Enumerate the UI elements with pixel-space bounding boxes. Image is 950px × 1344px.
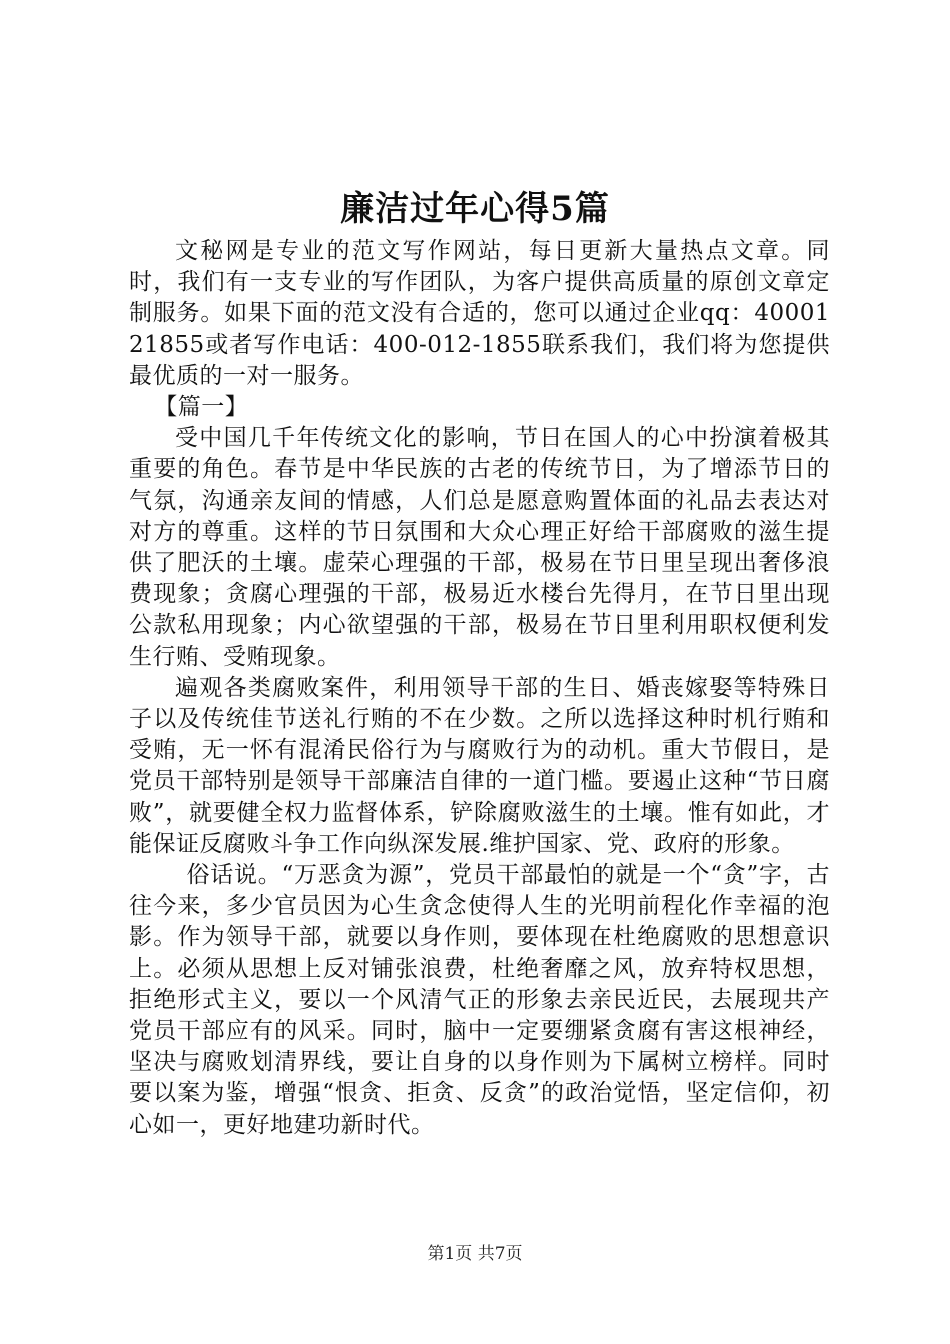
- page-number-footer: 第1页 共7页: [427, 1244, 523, 1264]
- body-paragraph: 受中国几千年传统文化的影响，节日在国人的心中扮演着极其重要的角色。春节是中华民族的古老的传统节日，为了增添节日的气氛，沟通亲友间的情感，人们总是愿意购置体面的礼品去表达对对方的尊重。这样的节日氛围和大众心理正好给干部腐败的滋生提供了肥沃的土壤。虚荣心理强的干部，极易在节日里呈现出奢侈浪费现象；贪腐心理强的干部，极易近水楼台先得月，在节日里出现公款私用现象；内心欲望强的干部，极易在节日里利用职权便利发生行贿、受贿现象。: [129, 425, 830, 670]
- document-title: 廉洁过年心得5篇: [340, 189, 610, 229]
- body-paragraph: 遍观各类腐败案件，利用领导干部的生日、婚丧嫁娶等特殊日子以及传统佳节送礼行贿的不在少数。之所以选择这种时机行贿和受贿，无一怀有混淆民俗行为与腐败行为的动机。重大节假日，是党员干部特别是领导干部廉洁自律的一道门槛。要遏止这种“节日腐败”，就要健全权力监督体系，铲除腐败滋生的土壤。惟有如此，才能保证反腐败斗争工作向纵深发展.维护国家、党、政府的形象。: [129, 674, 830, 857]
- section-heading: 【篇一】: [154, 394, 249, 421]
- intro-paragraph: 文秘网是专业的范文写作网站，每日更新大量热点文章。同时，我们有一支专业的写作团队，为客户提供高质量的原创文章定制服务。如果下面的范文没有合适的，您可以通过企业qq：4000121855或者写作电话：400-012-1855联系我们，我们将为您提供最优质的一对一服务。: [129, 238, 830, 389]
- body-paragraph: 俗话说。“万恶贪为源”，党员干部最怕的就是一个“贪”字，古往今来，多少官员因为心生贪念使得人生的光明前程化作幸福的泡影。作为领导干部，就要以身作则，要体现在杜绝腐败的思想意识上。必须从思想上反对铺张浪费，杜绝奢靡之风，放弃特权思想，拒绝形式主义，要以一个风清气正的形象去亲民近民，去展现共产党员干部应有的风采。同时，脑中一定要绷紧贪腐有害这根神经，坚决与腐败划清界线，要让自身的以身作则为下属树立榜样。同时要以案为鉴，增强“恨贪、拒贪、反贪”的政治觉悟，坚定信仰，初心如一，更好地建功新时代。: [129, 862, 830, 1138]
- document-body: [129, 236, 830, 1141]
